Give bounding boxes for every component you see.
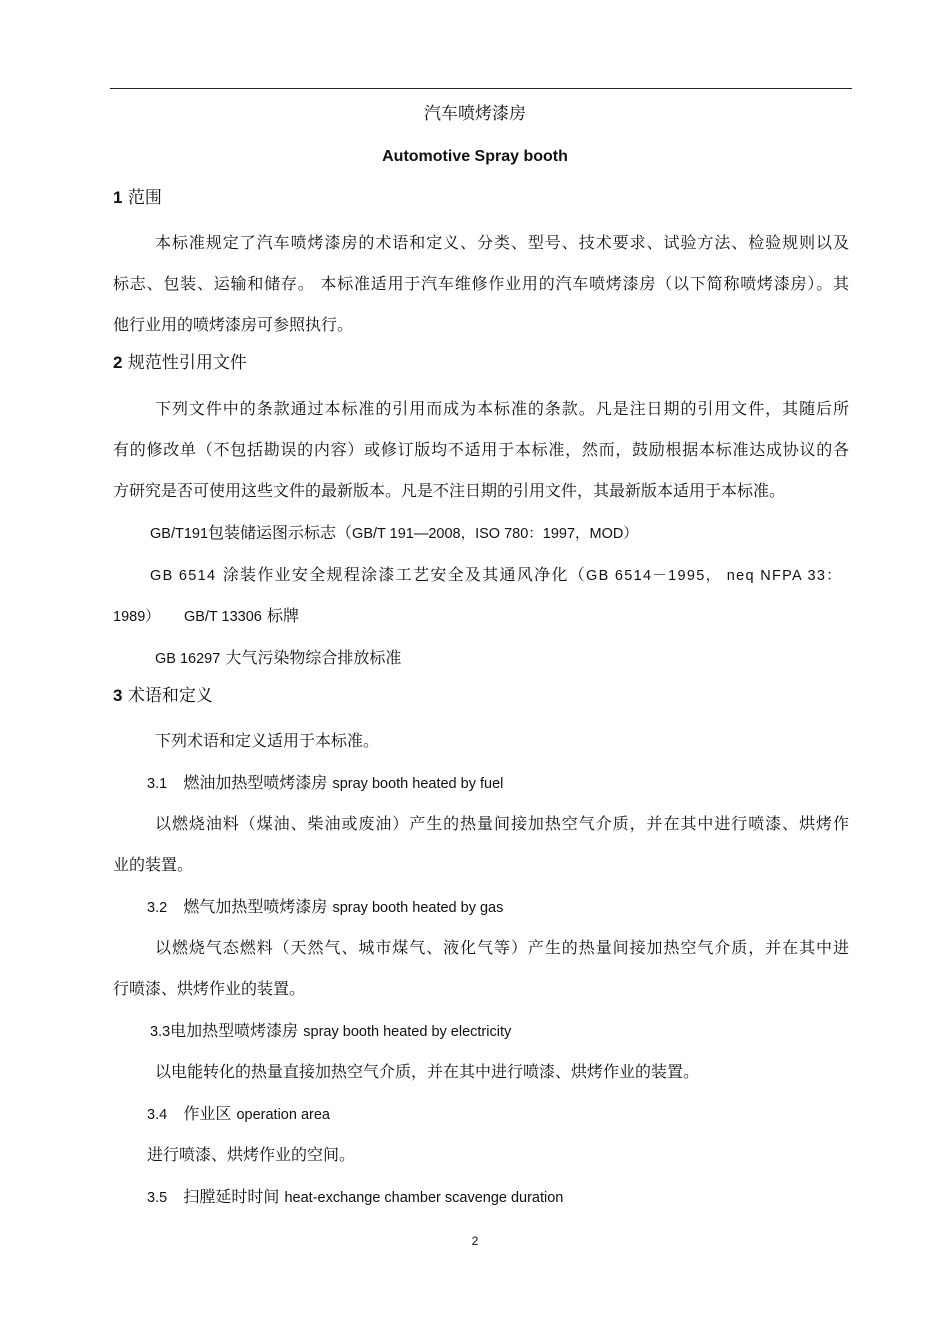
reference-gbt191 [150,523,638,544]
term-3-3 [150,1021,511,1042]
term-chinese: 燃油加热型喷烤漆房 [183,773,328,792]
ref-edition: 1989） [113,609,160,625]
section-title: 规范性引用文件 [127,353,247,373]
ref-code: GB/T191 [150,526,209,542]
ref-title: 包装储运图示标志（ [208,523,353,542]
term-3-3-def: 以电能转化的热量直接加热空气介质，并在其中进行喷漆、烘烤作业的装置。 [155,1062,700,1081]
reference-gb6514 [150,565,842,586]
sec3-intro: 下列术语和定义适用于本标准。 [155,731,380,750]
sec2-para-line-3: 方研究是否可使用这些文件的最新版本。凡是不注日期的引用文件，其最新版本适用于本标准。 [113,481,786,500]
section-title: 术语和定义 [127,686,213,706]
sec1-para-line-3: 他行业用的喷烤漆房可参照执行。 [113,315,354,334]
title-english: Automotive Spray booth [382,148,568,165]
term-english: spray booth heated by gas [332,900,504,916]
sec2-para-line-1: 下列文件中的条款通过本标准的引用而成为本标准的条款。凡是注日期的引用文件，其随后所 [155,399,849,418]
section-1-heading [113,188,162,208]
term-number: 3.1 [147,776,168,792]
term-english: spray booth heated by fuel [332,776,504,792]
ref-edition: GB 6514－1995， neq NFPA 33： [586,568,843,584]
sec1-para-line-2: 标志、包装、运输和储存。 本标准适用于汽车维修作业用的汽车喷烤漆房（以下简称喷烤漆房）。其 [113,274,849,293]
ref-title: 涂装作业安全规程涂漆工艺安全及其通风净化（ [222,565,587,584]
sec2-para-line-2: 有的修改单（不包括勘误的内容）或修订版均不适用于本标准，然而，鼓励根据本标准达成协议的各 [113,440,849,459]
term-chinese: 作业区 [183,1104,232,1123]
term-number: 3.4 [147,1107,168,1123]
term-chinese: 扫膛延时时间 [183,1187,280,1206]
title-chinese: 汽车喷烤漆房 [424,104,526,124]
section-number: 3 [113,686,123,705]
ref-title: 标牌 [266,606,299,625]
term-chinese: 电加热型喷烤漆房 [170,1021,299,1040]
ref-edition: GB/T 191—2008，ISO 780：1997，MOD） [352,526,638,542]
section-2-heading [113,353,247,373]
ref-code: GB 6514 [150,568,217,584]
term-3-2-def-line-2: 行喷漆、烘烤作业的装置。 [113,979,306,998]
reference-gb16297 [155,648,401,669]
term-number: 3.2 [147,900,168,916]
term-number: 3.3 [150,1024,171,1040]
header-rule [110,88,852,89]
section-number: 2 [113,353,123,372]
term-3-1-def-line-2: 业的装置。 [113,855,194,874]
term-3-2 [147,897,503,918]
term-3-4 [147,1104,330,1125]
sec1-para-line-1: 本标准规定了汽车喷烤漆房的术语和定义、分类、型号、技术要求、试验方法、检验规则以及 [155,233,849,252]
ref-code: GB/T 13306 [183,609,262,625]
term-3-1-def-line-1: 以燃烧油料（煤油、柴油或废油）产生的热量间接加热空气介质，并在其中进行喷漆、烘烤作 [155,814,849,833]
term-english: heat-exchange chamber scavenge duration [284,1190,564,1206]
section-number: 1 [113,188,123,207]
term-chinese: 燃气加热型喷烤漆房 [183,897,328,916]
section-title: 范围 [127,188,162,208]
term-3-2-def-line-1: 以燃烧气态燃料（天然气、城市煤气、液化气等）产生的热量间接加热空气介质，并在其中进 [155,938,849,957]
term-3-1 [147,773,503,794]
ref-code: GB 16297 [155,651,221,667]
term-3-4-def: 进行喷漆、烘烤作业的空间。 [147,1145,356,1164]
term-3-5 [147,1187,563,1208]
term-english: operation area [236,1107,330,1123]
section-3-heading [113,686,213,706]
ref-title: 大气污染物综合排放标准 [225,648,402,667]
reference-line-continuation [113,606,299,627]
term-english: spray booth heated by electricity [303,1024,512,1040]
term-number: 3.5 [147,1190,168,1206]
page-number: 2 [471,1234,479,1248]
